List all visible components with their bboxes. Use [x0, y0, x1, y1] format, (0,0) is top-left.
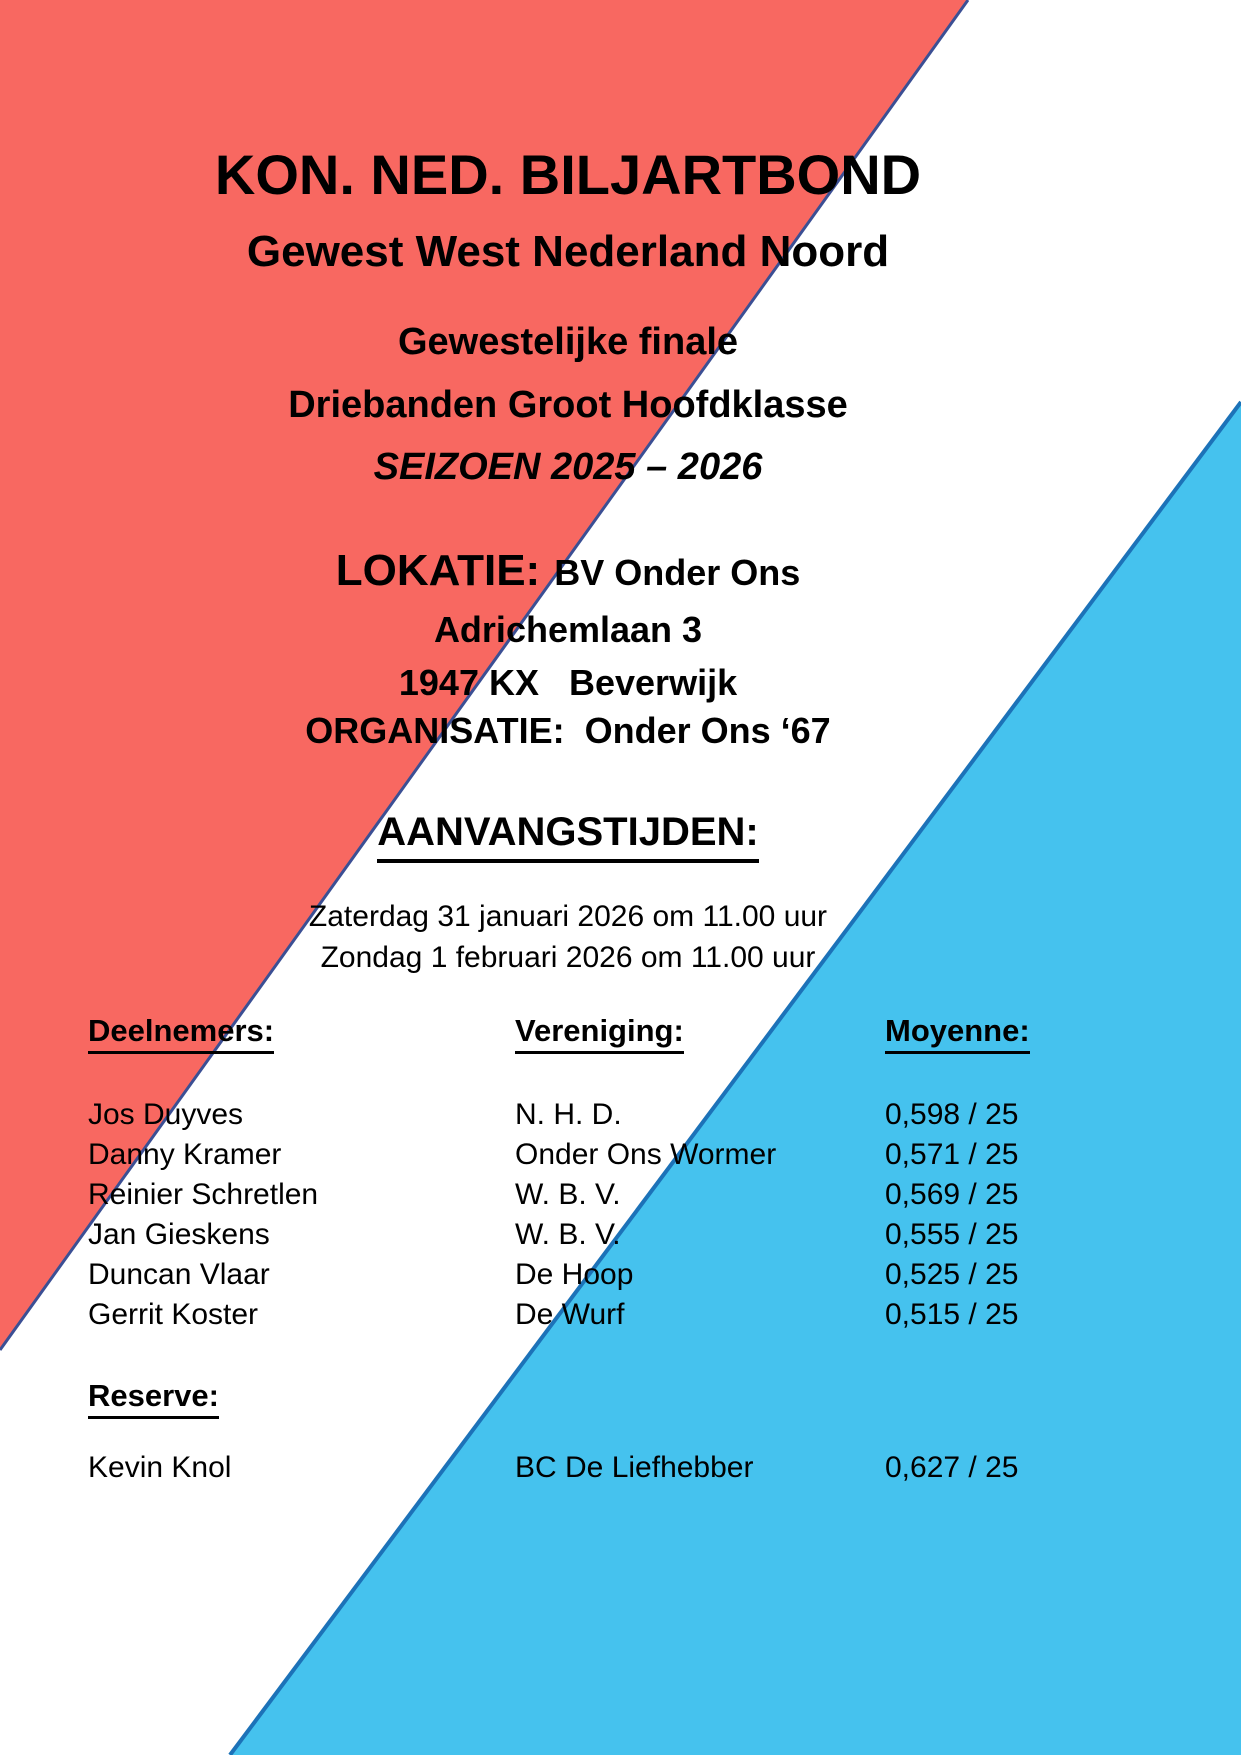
table-row	[0, 1217, 1241, 1255]
column-header-club-text: Vereniging:	[515, 1012, 684, 1054]
participant-average: 0,571 / 25	[885, 1138, 1019, 1171]
federation-title: KON. NED. BILJARTBOND	[214, 143, 922, 206]
column-header-participants	[88, 1012, 274, 1054]
participant-club: BC De Liefhebber	[515, 1451, 754, 1484]
participant-name: Gerrit Koster	[88, 1298, 259, 1331]
column-header-average	[885, 1012, 1030, 1054]
participant-club: De Wurf	[515, 1298, 625, 1331]
region-subtitle: Gewest West Nederland Noord	[246, 227, 890, 276]
table-row	[0, 1177, 1241, 1215]
participant-name: Jan Gieskens	[88, 1218, 270, 1251]
table-row	[0, 1297, 1241, 1335]
participant-name: Kevin Knol	[88, 1451, 232, 1484]
location-address: Adrichemlaan 3	[433, 609, 703, 650]
column-header-club	[515, 1012, 684, 1054]
participant-name: Reinier Schretlen	[88, 1178, 319, 1211]
participant-club: W. B. V.	[515, 1218, 621, 1251]
participant-average: 0,515 / 25	[885, 1298, 1019, 1331]
schedule-heading-text: AANVANGSTIJDEN:	[377, 808, 759, 863]
table-row	[0, 1257, 1241, 1295]
reserve-heading-row	[0, 1377, 1241, 1415]
column-header-average-text: Moyenne:	[885, 1012, 1030, 1054]
location-line	[0, 545, 1136, 598]
participant-name: Danny Kramer	[88, 1138, 282, 1171]
participant-club: De Hoop	[515, 1258, 634, 1291]
location-postal-city: 1947 KX Beverwijk	[398, 662, 738, 703]
schedule-day-2: Zondag 1 februari 2026 om 11.00 uur	[320, 941, 816, 974]
participant-club: N. H. D.	[515, 1098, 622, 1131]
reserve-heading	[88, 1377, 219, 1419]
schedule-heading	[0, 808, 1136, 863]
participant-club: Onder Ons Wormer	[515, 1138, 777, 1171]
organisation-line: ORGANISATIE: Onder Ons ‘67	[305, 710, 831, 751]
schedule-day-1: Zaterdag 31 januari 2026 om 11.00 uur	[308, 900, 828, 933]
participant-average: 0,525 / 25	[885, 1258, 1019, 1291]
participant-average: 0,598 / 25	[885, 1098, 1019, 1131]
participant-average: 0,627 / 25	[885, 1451, 1019, 1484]
location-label: LOKATIE:	[335, 546, 541, 595]
participant-club: W. B. V.	[515, 1178, 621, 1211]
event-name: Gewestelijke finale	[397, 321, 739, 363]
column-header-participants-text: Deelnemers:	[88, 1012, 274, 1054]
event-season: SEIZOEN 2025 – 2026	[373, 446, 763, 488]
reserve-heading-text: Reserve:	[88, 1377, 219, 1419]
participant-name: Duncan Vlaar	[88, 1258, 270, 1291]
reserve-row	[0, 1450, 1241, 1488]
participant-name: Jos Duyves	[88, 1098, 244, 1131]
participant-average: 0,569 / 25	[885, 1178, 1019, 1211]
participant-average: 0,555 / 25	[885, 1218, 1019, 1251]
table-header-row	[0, 1012, 1241, 1050]
event-discipline: Driebanden Groot Hoofdklasse	[288, 384, 848, 426]
table-row	[0, 1097, 1241, 1135]
location-venue: BV Onder Ons	[554, 552, 801, 593]
table-row	[0, 1137, 1241, 1175]
